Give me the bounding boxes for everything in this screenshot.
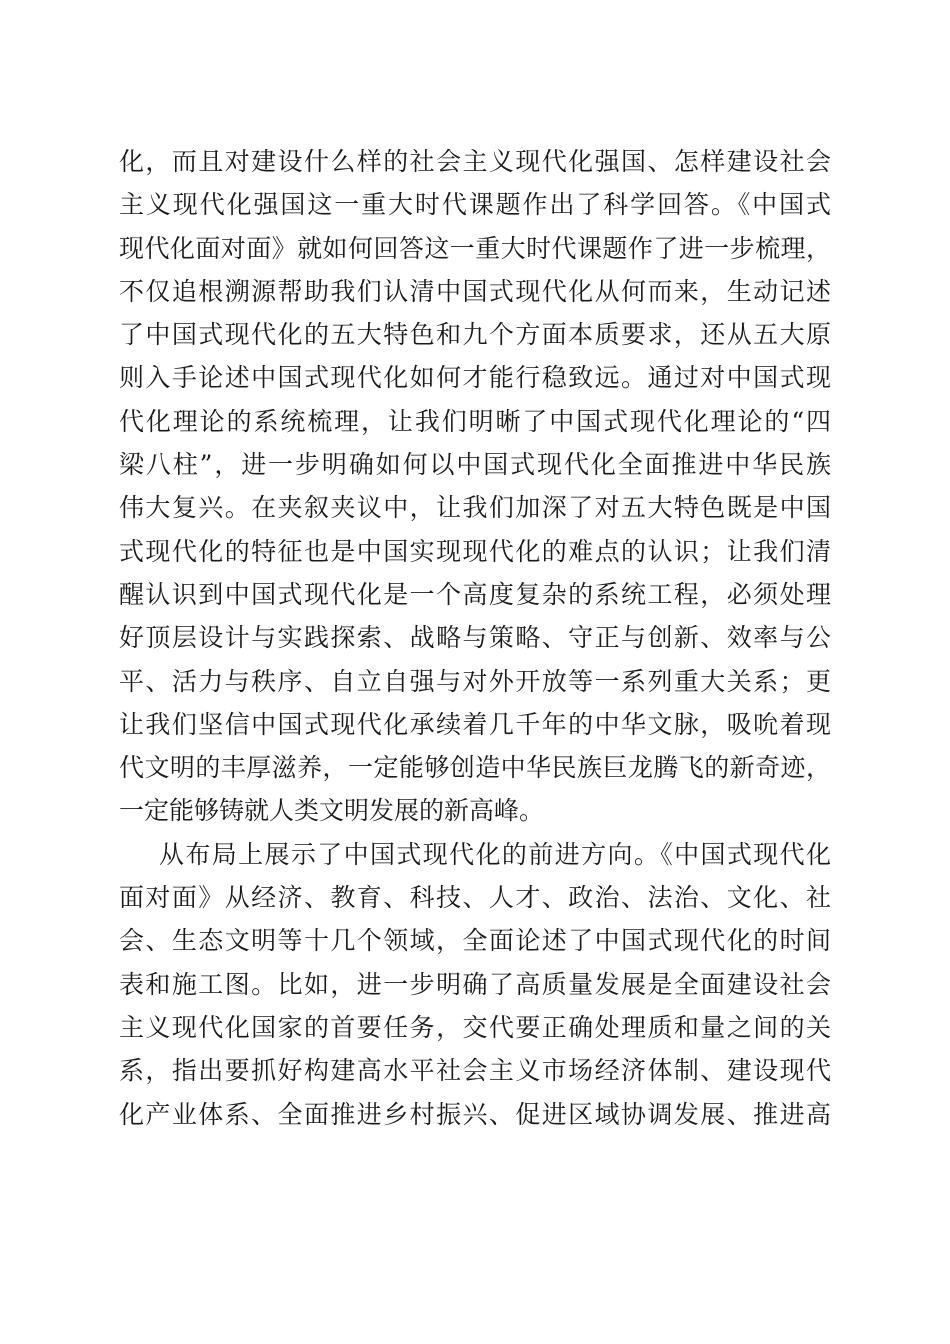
text-line: 醒认识到中国式现代化是一个高度复杂的系统工程，必须处理 [119,579,831,609]
text-line: 面对面》从经济、教育、科技、人才、政治、法治、文化、社 [119,883,831,913]
text-line: 不仅追根溯源帮助我们认清中国式现代化从何而来，生动记述 [119,276,831,306]
paragraph-1 [119,140,831,833]
text-line: 一定能够铸就人类文明发展的新高峰。 [119,796,545,826]
text-line: 化产业体系、全面推进乡村振兴、促进区域协调发展、推进高 [119,1099,831,1129]
text-line: 代文明的丰厚滋养，一定能够创造中华民族巨龙腾飞的新奇迹， [119,753,831,783]
text-line: 让我们坚信中国式现代化承续着几千年的中华文脉，吸吮着现 [119,709,831,739]
text-line: 了中国式现代化的五大特色和九个方面本质要求，还从五大原 [119,320,831,350]
text-line: 现代化面对面》就如何回答这一重大时代课题作了进一步梳理， [119,233,831,263]
text-line: 系，指出要抓好构建高水平社会主义市场经济体制、建设现代 [119,1056,831,1086]
text-line: 表和施工图。比如，进一步明确了高质量发展是全面建设社会 [119,969,831,999]
text-line: 从布局上展示了中国式现代化的前进方向。《中国式现代化 [159,839,831,869]
text-line: 代化理论的系统梳理，让我们明晰了中国式现代化理论的“四 [119,406,831,436]
text-line: 则入手论述中国式现代化如何才能行稳致远。通过对中国式现 [119,363,831,393]
paragraph-2 [119,833,831,1136]
body-text [119,140,831,1136]
text-line: 平、活力与秩序、自立自强与对外开放等一系列重大关系；更 [119,666,831,696]
text-line: 式现代化的特征也是中国实现现代化的难点的认识；让我们清 [119,536,831,566]
text-line: 梁八柱”，进一步明确如何以中国式现代化全面推进中华民族 [119,450,831,480]
text-line: 好顶层设计与实践探索、战略与策略、守正与创新、效率与公 [119,623,831,653]
text-line: 伟大复兴。在夹叙夹议中，让我们加深了对五大特色既是中国 [119,493,831,523]
text-line: 会、生态文明等十几个领域，全面论述了中国式现代化的时间 [119,926,831,956]
text-line: 主义现代化国家的首要任务，交代要正确处理质和量之间的关 [119,1012,831,1042]
text-line: 化，而且对建设什么样的社会主义现代化强国、怎样建设社会 [119,147,831,176]
text-line: 主义现代化强国这一重大时代课题作出了科学回答。《中国式 [119,190,831,220]
